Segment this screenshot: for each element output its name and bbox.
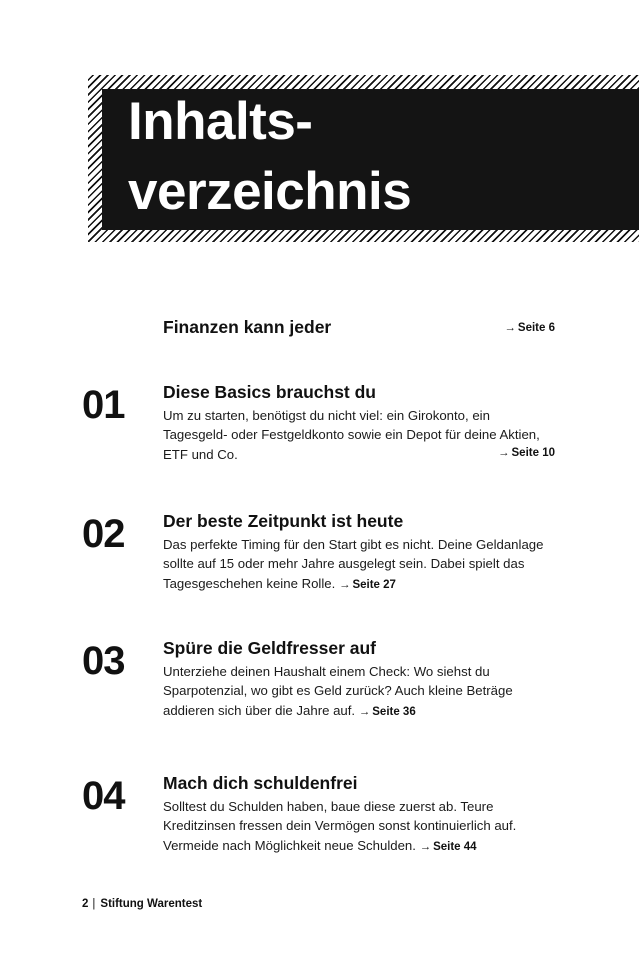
- toc-entry-03-page-label: Seite 36: [372, 705, 416, 718]
- arrow-right-icon: →: [498, 447, 510, 460]
- toc-entry-04-text: Solltest du Schulden haben, baue diese zuerst ab. Teure Kreditzinsen fressen dein Vermögen sonst kontinuierlich auf. Vermeide nach Möglichkeit neue Schulden. → Seite 44: [163, 798, 517, 853]
- toc-entry-04-page-ref: [420, 841, 477, 853]
- toc-entry-intro-title: Finanzen kann jeder: [163, 317, 332, 337]
- page-title-block: [88, 75, 639, 242]
- footer-separator: |: [92, 898, 96, 910]
- arrow-right-icon: →: [419, 840, 432, 853]
- toc-entry-03-page-ref: [359, 706, 416, 718]
- toc-entry-02-body: [163, 511, 555, 594]
- toc-entry-01-page-label: Seite 10: [511, 447, 555, 460]
- toc-entry-04-number: 04: [82, 774, 125, 818]
- toc-entry-04-body: [163, 773, 555, 856]
- page-title-line-2: verzeichnis: [102, 159, 639, 230]
- toc-entry-03-text: Unterziehe deinen Haushalt einem Check: Wo siehst du Sparpotenzial, wo gibt es Geld zurück? Auch kleine Beträge addieren sich über die Jahre auf. → Seite 36: [163, 663, 513, 718]
- toc-entry-03-title: Spüre die Geldfresser auf: [163, 638, 376, 658]
- toc-entry-intro[interactable]: [163, 317, 555, 338]
- footer-brand: Stiftung Warentest: [100, 898, 203, 910]
- toc-entry-01-body: [163, 382, 555, 462]
- toc-entry-02-number: 02: [82, 512, 125, 556]
- toc-entry-04-title: Mach dich schuldenfrei: [163, 773, 358, 793]
- arrow-right-icon: →: [504, 322, 516, 334]
- toc-entry-intro-page-ref: [504, 322, 555, 334]
- footer-page-number: 2: [82, 898, 89, 910]
- toc-entry-03-body: [163, 638, 555, 721]
- toc-entry-02-page-label: Seite 27: [352, 578, 396, 591]
- toc-entry-01-text: Um zu starten, benötigst du nicht viel: ein Girokonto, ein Tagesgeld- oder Festgeldkonto sowie ein Depot für deine Aktien, ETF und Co.: [163, 407, 540, 462]
- toc-entry-02-page-ref: [339, 579, 396, 591]
- page-footer: [82, 898, 202, 910]
- toc-entry-02-title: Der beste Zeitpunkt ist heute: [163, 511, 404, 531]
- page-title-line-1: Inhalts-: [102, 89, 639, 160]
- toc-entry-02-text: Das perfekte Timing für den Start gibt es nicht. Deine Geldanlage sollte auf 15 oder mehr Jahre ausgelegt sein. Dabei spielt das Tagesgeschehen keine Rolle. → Seite 27: [163, 536, 544, 591]
- toc-entry-04-page-label: Seite 44: [433, 840, 477, 853]
- toc-entry-01-title: Diese Basics brauchst du: [163, 382, 376, 402]
- arrow-right-icon: →: [358, 705, 371, 718]
- toc-entry-intro-page-label: Seite 6: [517, 322, 555, 334]
- toc-entry-01-number: 01: [82, 383, 125, 427]
- toc-entry-03-number: 03: [82, 639, 125, 683]
- arrow-right-icon: →: [338, 578, 351, 591]
